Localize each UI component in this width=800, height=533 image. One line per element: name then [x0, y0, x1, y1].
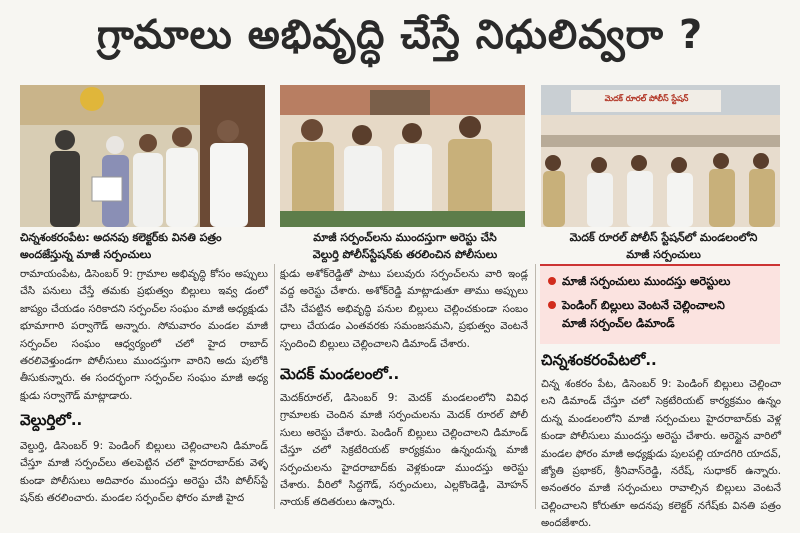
highlight-box: [540, 264, 780, 344]
bullet-icon: [548, 301, 556, 309]
photo-police-station: [280, 85, 525, 227]
subheading-chinnashankarampet: చిన్నశంకరంపేటలో..: [541, 351, 657, 369]
highlight-point-2: పెండింగ్ బిల్లులు వెంటనే చెల్లించాలని: [540, 296, 780, 314]
article-column-2-cont: [280, 390, 528, 512]
caption-line: చిన్నశంకరంపేట: అదనపు కలెక్టర్‌కు వినతి పత్రం: [20, 231, 222, 244]
paragraph: రామాయంపేట, డిసెంబర్ 9: గ్రామాల అభివృద్ధి కోసం అప్పులు చేసి పనులు చేస్తే తమకు ప్రభుత్వం బిల్లులు ఇవ్వ డంలో జాప్యం చేయడం సరికాదని సర్పంచ్‌ల సంఘం మాజీ అధ్యక్షుడు భూమాగారి పర్వాగౌడ్ అన్నారు. సోమవారం మండల మాజీ సర్పంచ్‌ల సంఘం ఆధ్వర్యంలో చలో హైద రాబాద్ తరలివెళ్తుండగా పోలీసులు ముందస్తుగా వారిని అదు పులోకి తీసుకున్నారు. ఈ సందర్భంగా సర్పంచ్‌ల సంఘం మాజీ అధ్య క్షుడు సర్వాగౌడ్ మాట్లాడారు.: [20, 268, 268, 402]
caption-line: మాజీ సర్పంచులు: [626, 248, 701, 261]
caption-line: వెల్దుర్తి పోలీస్‌స్టేషన్‌కు తరలించిన పోలీసులు: [312, 248, 498, 261]
article-column-2: [280, 266, 528, 353]
paragraph: వెల్దుర్తి, డిసెంబర్ 9: పెండింగ్ బిల్లులు చెల్లించాలని డిమాండ్ చేస్తూ మాజీ సర్పంచ్‌లు తలపెట్టిన చలో హైదరాబాద్‌కు వెళ్ళ కుండా పోలీసులు అదివారం ముందస్తు అరెస్టు చేసి పోలీస్‌స్టే షన్‌కు తరలించారు. మండల సర్పంచ్‌ల ఫోరం మాజీ హైద: [20, 440, 268, 505]
photo-caption-right: [541, 229, 786, 263]
subheading-veldurthi: వెల్దుర్తిలో..: [20, 411, 83, 429]
paragraph: మెదక్‌రూరల్, డిసెంబర్ 9: మెదక్ మండలంలోని వివిధ గ్రామాలకు చెందిన మాజీ సర్పంచులను మెదక్ రూరల్ పోలీ సులు అరెస్టు చేశారు. పెండింగ్ బిల్లులు చెల్లించాలని డిమాండ్ చేస్తూ చలో సెక్రటేరియట్ కార్యక్రమం ఉన్నందున్న మాజీ సర్పంచులను హైదరాబాద్‌కు వెళ్లకుండా ముందస్తు అరెస్టు చేశారు. వీరిలో సిద్దగౌడ్, సర్పంచులు, ఎల్లకొండెడ్డి, మోహన్ నాయక్ తదితరులు ఉన్నారు.: [280, 392, 528, 509]
photo-medak-rural-station: [541, 85, 780, 227]
highlight-point-2-cont: మాజీ సర్పంచ్‌ల డిమాండ్: [562, 316, 675, 330]
paragraph: చిన్న శంకరం పేట, డిసెంబర్ 9: పెండింగ్ బిల్లులు చెల్లించా లని డిమాండ్ చేస్తూ చలో సెక్రటేరియట్ కార్యక్రమం ఉన్నం దున్న మండలంలోని మాజీ సర్పంచులు హైదరాబాద్‌కు వెళ్ల కుండా పోలీసులు ముందస్తు అరెస్టు చేశారు. అరెస్టైన వారిలో మండల ఫోరం మాజీ అధ్యక్షుడు పులపల్లి యాదగిరి యాదవ్, జ్యోతి ప్రభాకర్, శ్రీనివాస్‌రెడ్డి, నరేష్, సుధాకర్ ఉన్నారు. అనంతరం మాజీ సర్పంచులు రావాల్సిన బిల్లులు వెంటనే చెల్లించాలని కోరుతూ అదనపు కలెక్టర్ నగేష్‌కు వినతి పత్రం అందజేశారు.: [541, 378, 781, 530]
headline: గ్రామాలు అభివృద్ధి చేస్తే నిధులివ్వరా ?: [96, 12, 704, 58]
caption-line: మెదక్ రూరల్ పోలీస్ స్టేషన్‌లో మండలంలోని: [569, 231, 758, 244]
bullet-icon: [548, 277, 556, 285]
photo-caption-left: [20, 229, 270, 263]
column-divider: [535, 264, 536, 509]
article-column-1-cont: [20, 438, 268, 508]
station-sign: మెదక్ రూరల్ పోలీస్ స్టేషన్: [604, 94, 689, 103]
paragraph: క్షుడు అశోక్‌రెడ్డితో పాటు పలువురు సర్పంచ్‌లను వారి ఇండ్ల వద్ద అరెస్టు చేశారు. అశోక్‌రెడ్డి మాట్లాడుతూ తాము అప్పులు చేసి చేపట్టిన అభివృద్ధి పనుల బిల్లులు చెల్లించకుండా సంబం ధాలు చేయడం ఎంతవరకు సమంజసమని, ప్రభుత్వం వెంటనే స్పందించి బిల్లులు చెల్లించాలని డిమాండ్ చేశారు.: [280, 268, 528, 350]
subheading-medak-mandal: మెదక్ మండలంలో..: [280, 365, 400, 383]
photo-memorandum: [20, 85, 265, 227]
caption-line: మాజీ సర్పంచ్‌లను ముందస్తుగా అరెస్టు చేసి: [313, 231, 497, 244]
highlight-point-1: మాజీ సర్పంచులు ముందస్తు అరెస్టులు: [540, 272, 780, 290]
article-column-1: [20, 266, 268, 405]
caption-line: అందజేస్తున్న మాజీ సర్పంచులు: [20, 248, 152, 261]
people-photo-illustration: [20, 85, 265, 227]
column-divider: [274, 264, 275, 509]
people-photo-illustration: [541, 85, 780, 227]
photo-caption-middle: [280, 229, 530, 263]
article-column-3: [541, 376, 781, 533]
people-photo-illustration: [280, 85, 525, 227]
